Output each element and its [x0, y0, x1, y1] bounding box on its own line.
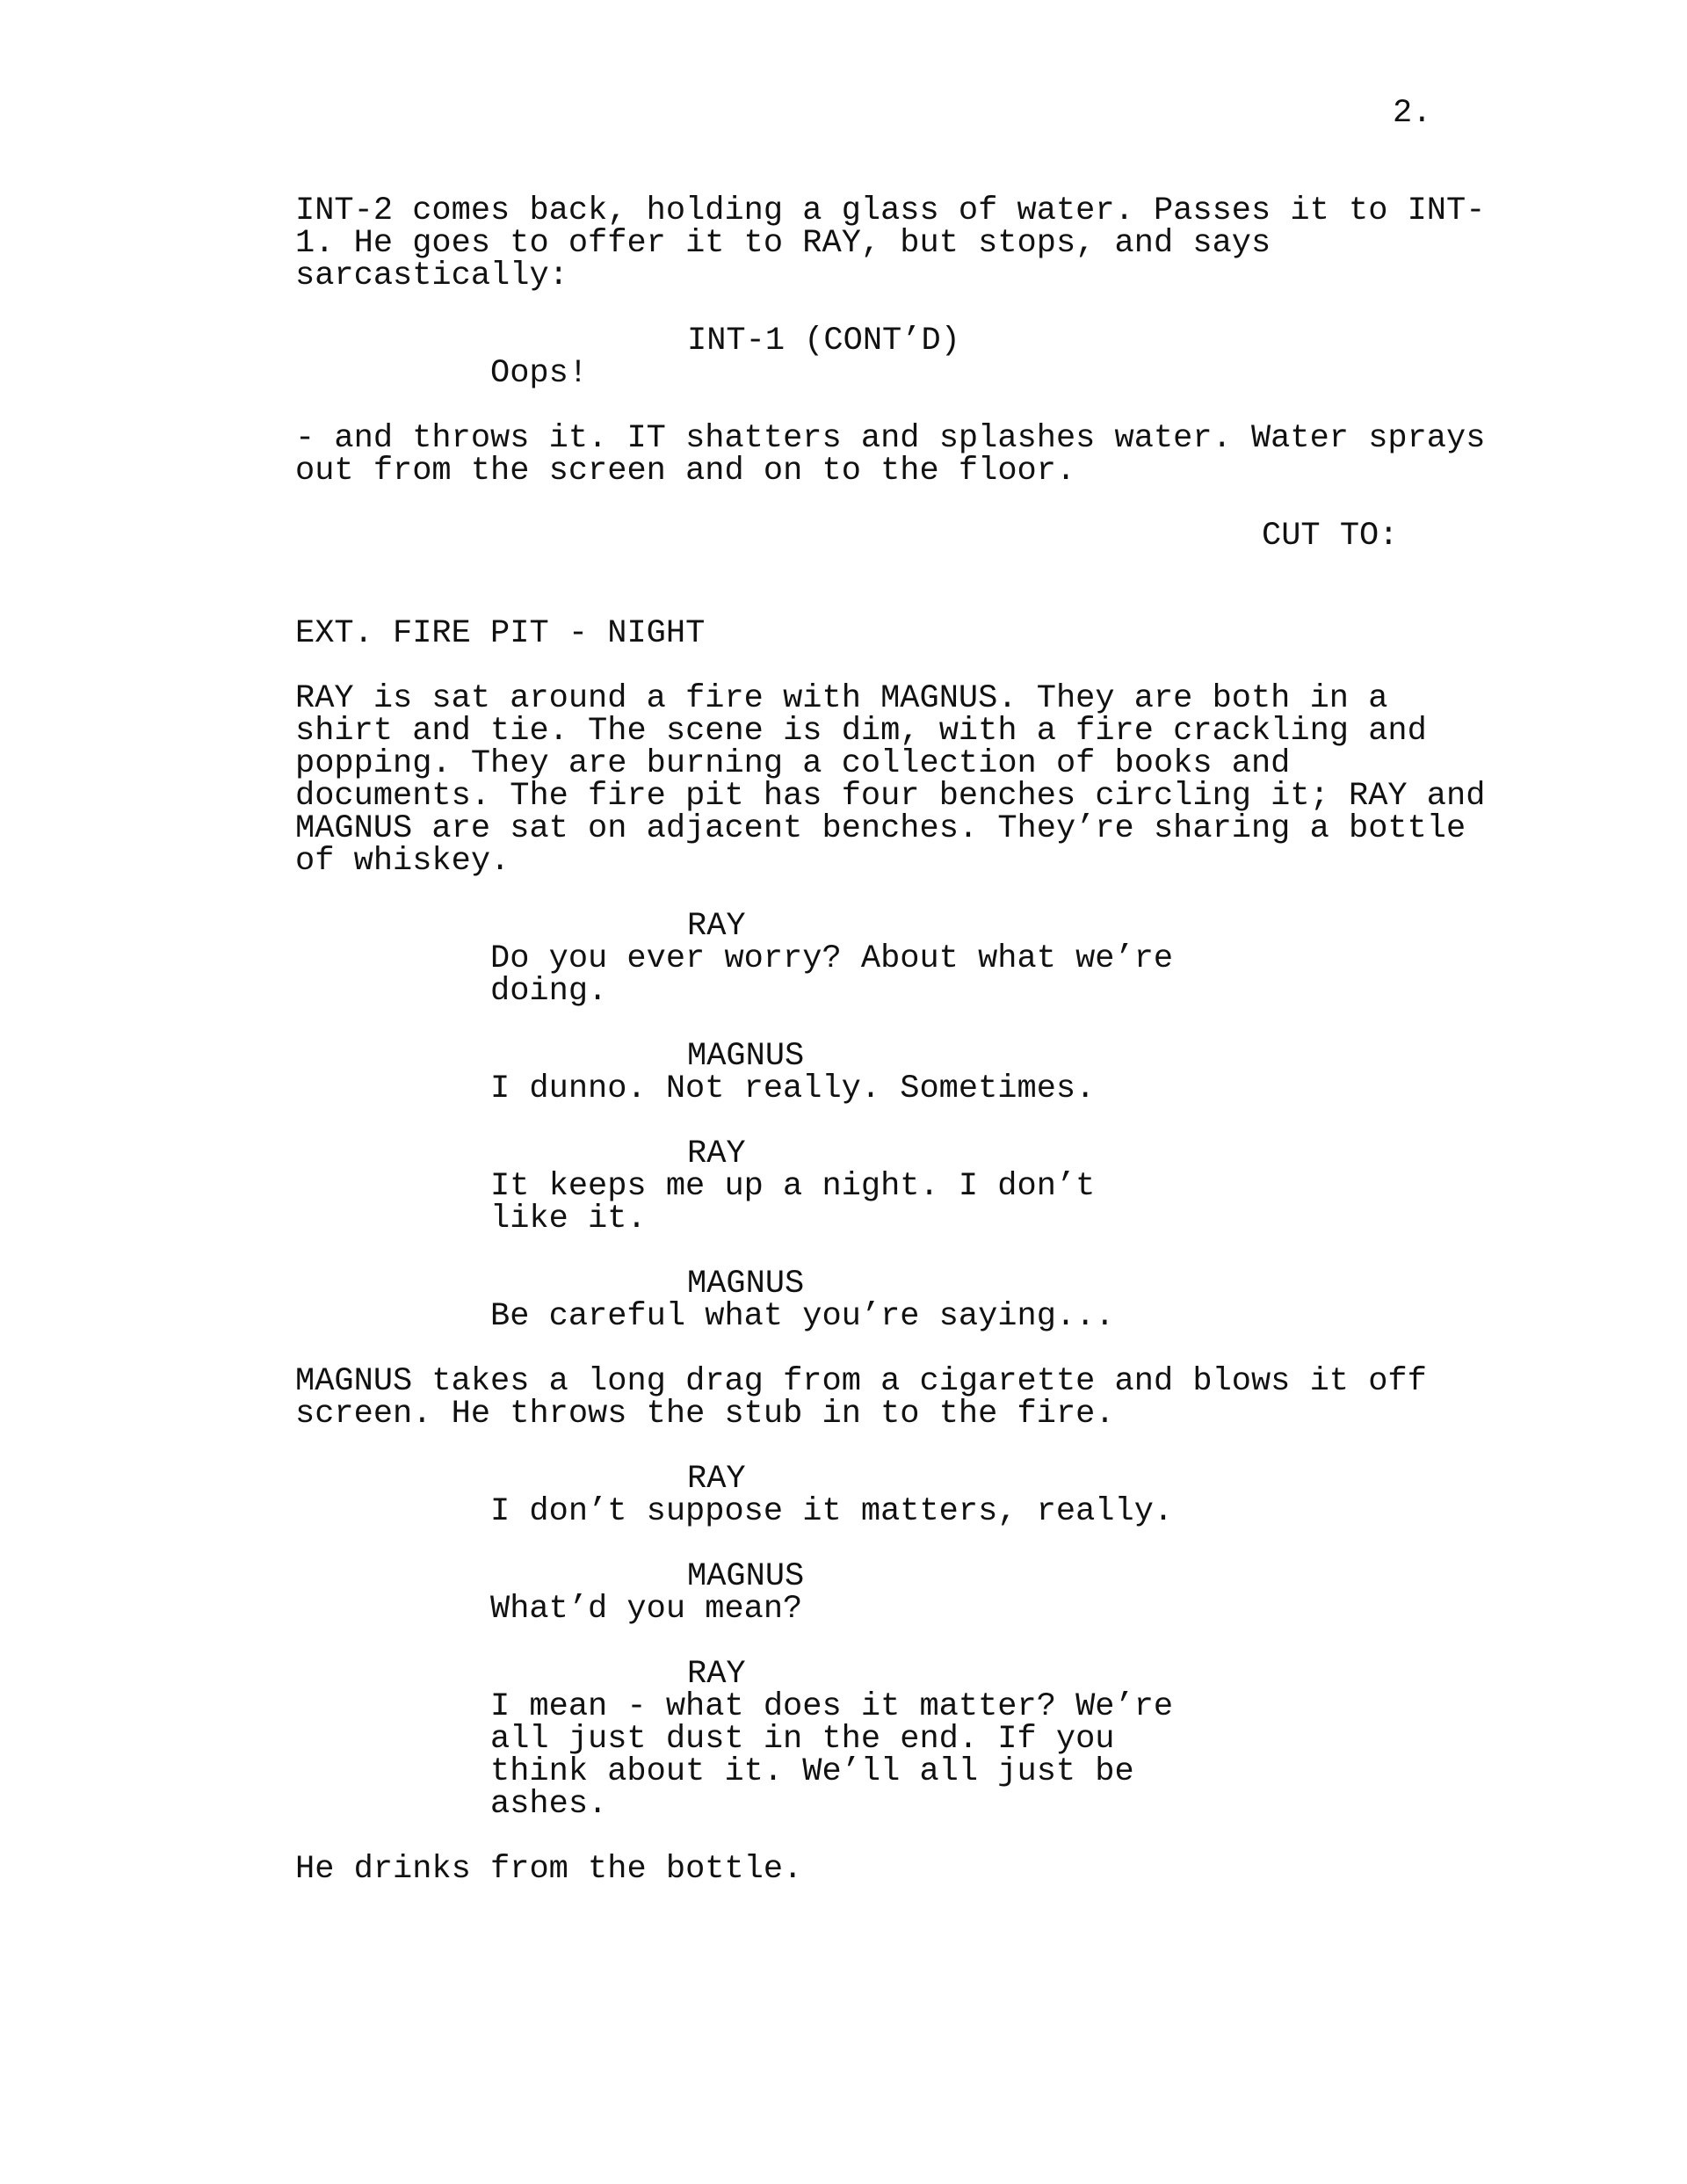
dialogue-line: I don’t suppose it matters, really.: [490, 1493, 1174, 1530]
character-cue: INT-1 (CONT’D): [687, 323, 960, 359]
dialogue-line: Be careful what you’re saying...: [490, 1298, 1115, 1335]
character-cue: RAY: [687, 908, 746, 945]
action-line: - and throws it. IT shatters and splashes water. Water sprays: [295, 420, 1486, 457]
action-line: He drinks from the bottle.: [295, 1851, 803, 1888]
action-line: MAGNUS takes a long drag from a cigarette and blows it off: [295, 1363, 1427, 1400]
action-line: shirt and tie. The scene is dim, with a fire crackling and: [295, 713, 1427, 750]
character-cue: RAY: [687, 1656, 746, 1693]
action-line: out from the screen and on to the floor.: [295, 453, 1076, 490]
transition: CUT TO:: [1262, 518, 1399, 555]
dialogue-line: all just dust in the end. If you: [490, 1721, 1115, 1758]
action-line: RAY is sat around a fire with MAGNUS. They are both in a: [295, 680, 1388, 717]
dialogue-line: It keeps me up a night. I don’t: [490, 1168, 1096, 1205]
dialogue-line: like it.: [490, 1201, 647, 1237]
action-line: of whiskey.: [295, 843, 510, 880]
dialogue-line: doing.: [490, 973, 608, 1010]
character-cue: RAY: [687, 1136, 746, 1172]
action-line: INT-2 comes back, holding a glass of water. Passes it to INT-: [295, 192, 1486, 229]
dialogue-line: I mean - what does it matter? We’re: [490, 1688, 1174, 1725]
action-line: sarcastically:: [295, 258, 568, 294]
action-line: documents. The fire pit has four benches circling it; RAY and: [295, 778, 1486, 815]
dialogue-line: think about it. We’ll all just be: [490, 1753, 1134, 1790]
character-cue: RAY: [687, 1461, 746, 1498]
dialogue-line: Oops!: [490, 355, 589, 392]
action-line: 1. He goes to offer it to RAY, but stops, and says: [295, 225, 1271, 262]
action-line: MAGNUS are sat on adjacent benches. They’re sharing a bottle: [295, 810, 1466, 847]
page-number: 2.: [1393, 95, 1432, 132]
character-cue: MAGNUS: [687, 1266, 805, 1302]
action-line: popping. They are burning a collection of books and: [295, 745, 1291, 782]
action-line: screen. He throws the stub in to the fire.: [295, 1396, 1115, 1433]
dialogue-line: ashes.: [490, 1786, 608, 1823]
character-cue: MAGNUS: [687, 1038, 805, 1075]
dialogue-line: I dunno. Not really. Sometimes.: [490, 1070, 1096, 1107]
scene-heading: EXT. FIRE PIT - NIGHT: [295, 615, 706, 652]
character-cue: MAGNUS: [687, 1558, 805, 1595]
dialogue-line: Do you ever worry? About what we’re: [490, 940, 1174, 977]
dialogue-line: What’d you mean?: [490, 1591, 803, 1628]
